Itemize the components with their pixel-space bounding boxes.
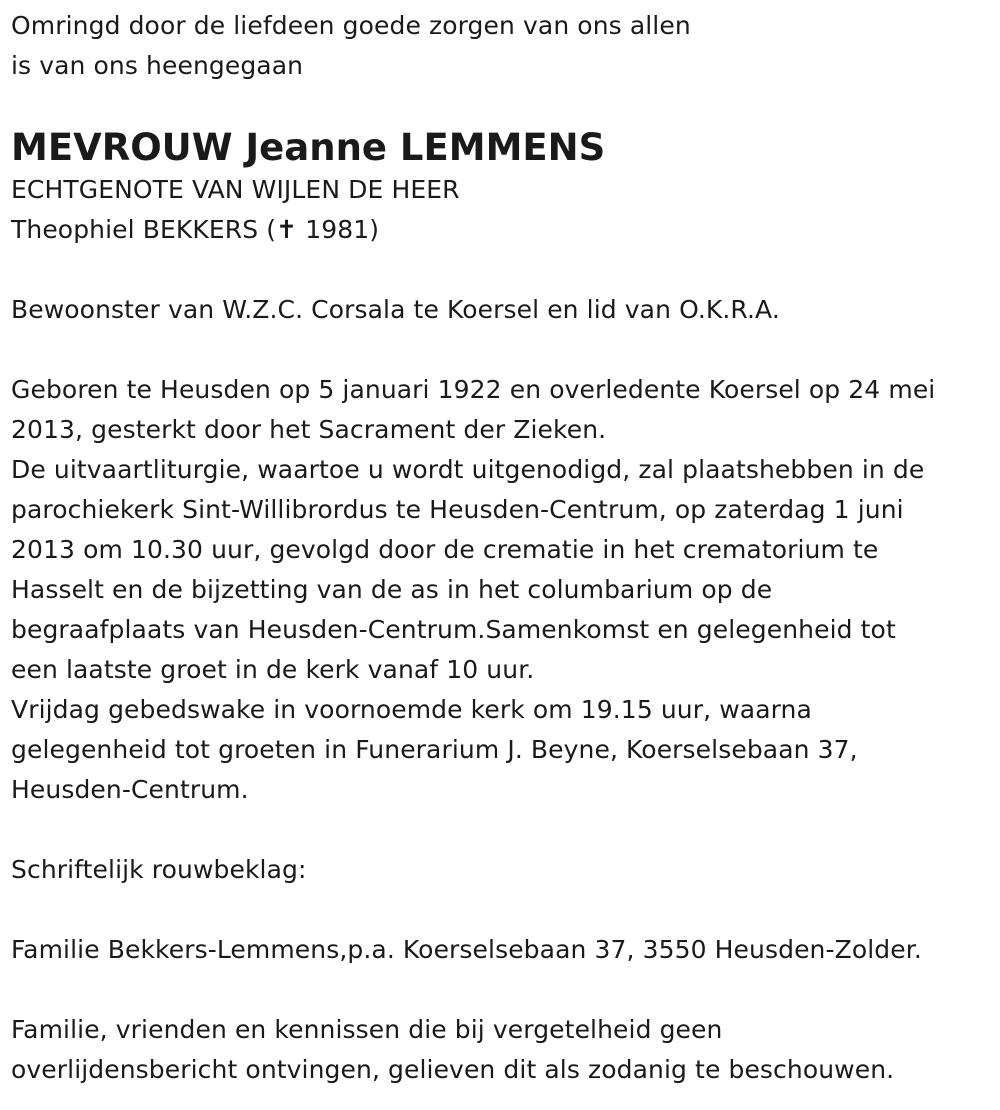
spacer [11, 890, 996, 930]
detail-line: 2013, gesterkt door het Sacrament der Zieken. [11, 415, 607, 444]
detail-line: Vrijdag gebedswake in voornoemde kerk om 19.15 uur, waarna [11, 695, 812, 724]
detail-line: gelegenheid tot groeten in Funerarium J. Beyne, Koerselsebaan 37, [11, 735, 858, 764]
obituary-notice [11, 0, 996, 1090]
funeral-details [11, 370, 996, 810]
detail-line: 2013 om 10.30 uur, gevolgd door de crematie in het crematorium te [11, 535, 879, 564]
detail-line: Heusden-Centrum. [11, 775, 249, 804]
detail-line: een laatste groet in de kerk vanaf 10 uur. [11, 655, 535, 684]
intro-line-1: Omringd door de liefdeen goede zorgen van ons allen [11, 11, 691, 40]
deceased-name: MEVROUW Jeanne LEMMENS [11, 126, 606, 169]
closing-line-2: overlijdensbericht ontvingen, gelieven dit als zodanig te beschouwen. [11, 1055, 895, 1084]
intro-line-2: is van ons heengegaan [11, 51, 304, 80]
condolences-heading: Schriftelijk rouwbeklag: [11, 855, 307, 884]
detail-line: Hasselt en de bijzetting van de as in het columbarium op de [11, 575, 773, 604]
spacer [11, 970, 996, 1010]
residence-line: Bewoonster van W.Z.C. Corsala te Koersel en lid van O.K.R.A. [11, 295, 780, 324]
spacer [11, 330, 996, 370]
detail-line: begraafplaats van Heusden-Centrum.Samenkomst en gelegenheid tot [11, 615, 896, 644]
spouse-line-1: ECHTGENOTE VAN WIJLEN DE HEER [11, 175, 460, 204]
closing-line-1: Familie, vrienden en kennissen die bij vergetelheid geen [11, 1015, 723, 1044]
detail-line: De uitvaartliturgie, waartoe u wordt uitgenodigd, zal plaatshebben in de [11, 455, 925, 484]
detail-line: Geboren te Heusden op 5 januari 1922 en overledente Koersel op 24 mei [11, 375, 936, 404]
spacer [11, 810, 996, 850]
detail-line: parochiekerk Sint-Willibrordus te Heusden-Centrum, op zaterdag 1 juni [11, 495, 904, 524]
condolences-address: Familie Bekkers-Lemmens,p.a. Koerselsebaan 37, 3550 Heusden-Zolder. [11, 935, 922, 964]
spouse-line-2: Theophiel BEKKERS (✝ 1981) [11, 215, 380, 244]
intro-section [11, 6, 996, 86]
spacer [11, 250, 996, 290]
